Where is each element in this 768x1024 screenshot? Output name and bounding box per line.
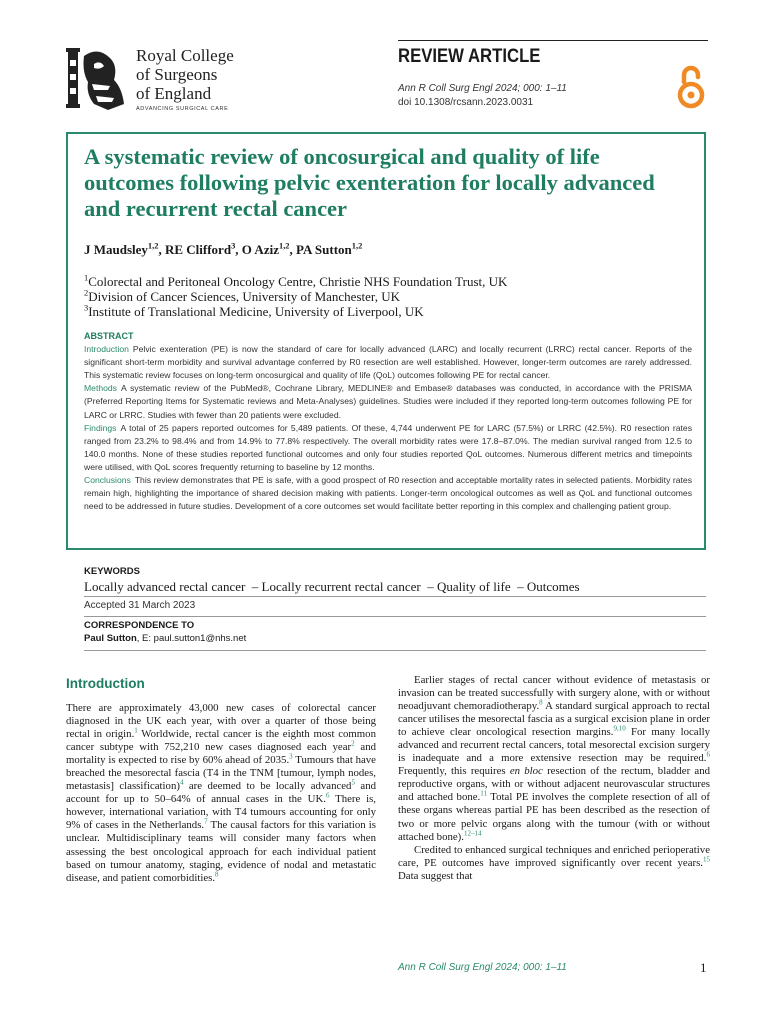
affiliation-text: Division of Cancer Sciences, University of Manchester, UK	[88, 289, 400, 304]
open-access-icon	[676, 64, 706, 110]
correspondence	[84, 633, 246, 644]
abstract-heading: ABSTRACT	[84, 331, 134, 341]
affiliation-text: Institute of Translational Medicine, University of Liverpool, UK	[88, 304, 424, 319]
correspondence-name: Paul Sutton	[84, 633, 137, 644]
doi-link[interactable]: doi 10.1308/rcsann.2023.0031	[398, 97, 534, 108]
abstract-label: Methods	[84, 383, 117, 394]
author-affil: 3	[231, 240, 236, 251]
journal-line: Ann R Coll Surg Engl 2024; 000: 1–11	[398, 83, 567, 94]
paragraph: Earlier stages of rectal cancer without evidence of metastasis or invasion can be treated successfully with surgery alone, with or without neoadjuvant chemoradiotherapy.$^8$ A standard surgical approach to rectal cancer utilises the mesorectal fascia as a surgical excision plane in order to achieve clear oncological resection margins.$^{9,10}$ For many locally advanced and recurrent rectal cancers, total mesorectal excision surgery is inadequate and a more extensive resection may be required.$^6$ Frequently, this requires en bloc resection of the rectum, bladder and reproductive organs, with or without adjacent neurovascular structures and attached bone.$^{11}$ Total PE involves the complete resection of all of these organs whereas partial PE has been described as the resection of two or more pelvic organs along with the tumour (with or without attached bone).$^{12-14}$	[398, 674, 711, 843]
author-name[interactable]: O Aziz	[241, 242, 279, 257]
abstract-text: A total of 25 papers reported outcomes for 5,489 patients. Of these, 4,744 underwent PE for LARC (57.5%) or LRRC (42.5%). R0 resection rates ranged from 23.2% to 98.4% and from 14.9% to 77.8% respectively. The overall morbidity rates were 17.8–87.0%. The median survival ranged from 12.5 to 140.0 months. None of these studies reported functional outcomes and only four studies reported QoL outcomes. Numerous different metrics and timepoints were utilised, with QoL scores frequently returning to baseline by 12 months.	[84, 422, 692, 472]
header-rule	[398, 40, 708, 41]
body-column-left	[66, 702, 376, 885]
section-heading: Introduction	[66, 676, 145, 691]
abstract-label: Findings	[84, 422, 117, 433]
accepted-date: Accepted 31 March 2023	[84, 600, 196, 611]
author-name[interactable]: PA Sutton	[296, 242, 352, 257]
paragraph: There are approximately 43,000 new cases of colorectal cancer diagnosed in the UK each year, with over a quarter of those being rectal in origin.$^1$ Worldwide, rectal cancer is the eighth most common cancer subtype with 752,210 new cases diagnosed each year$^2$ and mortality is expected to rise by 60% ahead of 2035.$^3$ Tumours that have breached the mesorectal fascia (T4 in the TNM [tumour, lymph nodes, metastasis] classification)$^4$ are deemed to be locally advanced$^5$ and account for up to 50–64% of annual cases in the UK.$^6$ There is, however, international variation, with T4 tumours accounting for only 9% of cases in the Netherlands.$^7$ The causal factors for this variation is unclear. Multidisciplinary teams will consider many factors when assessing the best oncological approach for each individual patient based on tumour anatomy, staging, evidence of nodal and metastatic disease, and patient comorbidities.$^8$	[66, 702, 377, 884]
logo-tagline: ADVANCING SURGICAL CARE	[136, 106, 229, 112]
correspondence-heading: CORRESPONDENCE TO	[84, 620, 195, 631]
author-affil: 1,2	[147, 240, 159, 251]
abstract-text: This review demonstrates that PE is safe, with a good prospect of R0 resection and acceptable mortality rates in selected patients. Morbidity rates remain high, highlighting the importance of shared decision making with patients. Longer-term oncological outcomes as well as QoL and functional outcomes need to be addressed in future studies. Development of a core outcomes set would facilitate better reporting in this complex and challenging patient group.	[84, 475, 692, 512]
logo-line-1: Royal College	[136, 46, 234, 65]
affiliation-number: 1	[84, 272, 89, 283]
article-type: REVIEW ARTICLE	[398, 46, 541, 67]
author-list: J Maudsley$^{1,2}$, RE Clifford$^3$, O Aziz$^{1,2}$, PA Sutton$^{1,2}$	[84, 240, 363, 257]
abstract-findings	[84, 422, 692, 474]
affiliation-item	[84, 304, 507, 319]
page-number: 1	[700, 960, 707, 975]
footer-journal: Ann R Coll Surg Engl 2024; 000: 1–11	[398, 962, 567, 973]
author-name[interactable]: RE Clifford	[164, 242, 232, 257]
abstract-text: A systematic review of the PubMed®, Cochrane Library, MEDLINE® and Embase® databases was conducted, in accordance with the PRISMA (Preferred Reporting Items for Systematic reviews and Meta-Analyses) guidelines. Studies were included if they reported long-term outcomes following PE for LARC or LRRC. Studies with fewer than 20 patients were excluded.	[84, 383, 692, 420]
abstract	[84, 330, 692, 513]
abstract-methods	[84, 382, 692, 421]
affiliation-item	[84, 289, 507, 304]
article-title: A systematic review of oncosurgical and quality of life outcomes following pelvic exenteration for locally advanced and recurrent rectal cancer	[84, 144, 655, 221]
divider	[84, 616, 706, 617]
paragraph: Credited to enhanced surgical techniques and enriched perioperative care, PE outcomes have improved significantly over recent years.$^{15}$ Data suggest that	[398, 843, 710, 882]
abstract-introduction	[84, 343, 692, 382]
author-affil: 1,2	[278, 240, 290, 251]
logo-line-2: of Surgeons	[136, 65, 218, 84]
correspondence-email[interactable]: , E: paul.sutton1@nhs.net	[136, 633, 247, 644]
affiliation-item	[84, 274, 507, 289]
abstract-label: Introduction	[84, 344, 129, 355]
journal-citation	[398, 82, 567, 110]
abstract-text: Pelvic exenteration (PE) is now the standard of care for locally advanced (LARC) and locally recurrent (LRRC) rectal cancer. Reports of the significant short-term morbidity and survival advantage conferred by R0 resection are well established. However, longer-term outcomes are rarely addressed. This systematic review focuses on long-term oncosurgical and quality of life (QoL) outcomes following PE for rectal cancer.	[84, 344, 692, 381]
rcs-logo	[64, 44, 244, 116]
abstract-conclusions	[84, 474, 692, 513]
affiliations	[84, 274, 507, 319]
affiliation-number: 3	[84, 302, 89, 313]
affiliation-text: Colorectal and Peritoneal Oncology Centre, Christie NHS Foundation Trust, UK	[88, 274, 508, 289]
keywords: Locally advanced rectal cancer – Locally recurrent rectal cancer – Quality of life – Outcomes	[84, 579, 580, 594]
abstract-label: Conclusions	[84, 475, 131, 486]
crest-icon	[64, 44, 130, 114]
logo-line-3: of England	[136, 84, 212, 103]
body-column-right	[398, 674, 710, 883]
divider	[84, 596, 706, 597]
divider	[84, 650, 706, 651]
author-affil: 1,2	[351, 240, 363, 251]
author-name[interactable]: J Maudsley	[84, 242, 148, 257]
affiliation-number: 2	[84, 287, 89, 298]
keywords-heading: KEYWORDS	[84, 566, 140, 577]
